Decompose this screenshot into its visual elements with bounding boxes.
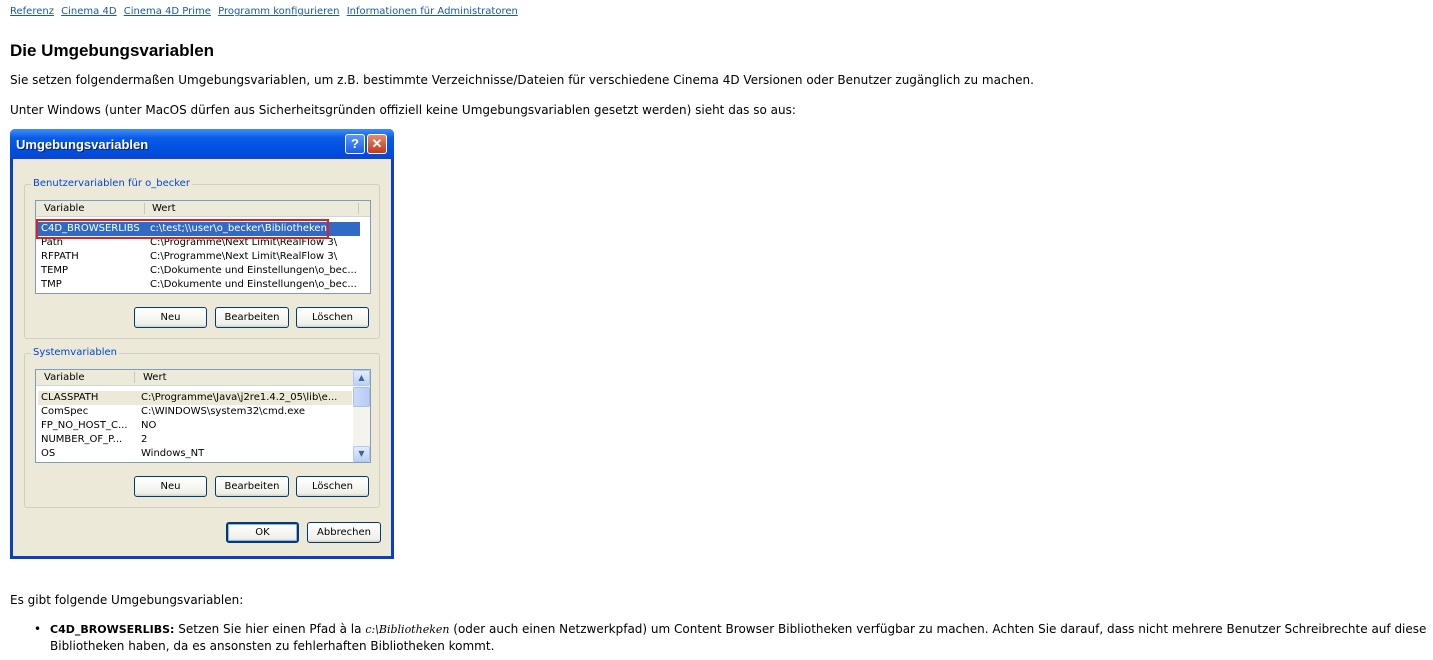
list-item[interactable] <box>38 419 352 433</box>
system-var-value: C:\Programme\Java\j2re1.4.2_05\lib\e... <box>141 392 338 403</box>
list-intro-paragraph: Es gibt folgende Umgebungsvariablen: <box>10 593 244 607</box>
scrollbar-thumb[interactable] <box>353 387 370 407</box>
breadcrumb-link-referenz[interactable]: Referenz <box>10 6 54 17</box>
column-header-variable[interactable]: Variable <box>44 203 85 214</box>
user-var-name: Path <box>41 237 63 248</box>
user-var-name: TMP <box>41 279 62 290</box>
variables-list <box>32 621 1427 655</box>
red-highlight-box <box>36 219 329 239</box>
close-icon[interactable]: ✕ <box>367 134 387 154</box>
user-var-value: C:\Programme\Next Limit\RealFlow 3\ <box>150 237 338 248</box>
list-item <box>32 621 1427 655</box>
system-var-value: 2 <box>141 434 148 445</box>
list-item[interactable] <box>38 433 352 447</box>
scroll-up-icon[interactable]: ▲ <box>353 370 370 386</box>
user-var-name: RFPATH <box>41 251 79 262</box>
list-item[interactable] <box>38 391 352 405</box>
scroll-down-icon[interactable]: ▼ <box>353 446 370 462</box>
variable-name: C4D_BROWSERLIBS: <box>50 623 175 636</box>
system-var-name: NUMBER_OF_P... <box>41 434 123 445</box>
system-edit-button[interactable]: Bearbeiten <box>215 476 289 497</box>
column-header-value[interactable]: Wert <box>152 203 176 214</box>
item-text-after: (oder auch einen Netzwerkpfad) um Content Browser Bibliotheken verfügbar zu machen. Achten Sie darauf, dass nicht mehrere Benutzer Schreibrechte auf diese Bibliotheken haben, da es ansonsten zu fehlerhaften Bibliotheken kommt. <box>50 622 1427 653</box>
user-variables-group <box>24 178 380 339</box>
system-var-value: Windows_NT <box>141 448 205 459</box>
system-var-name: OS <box>41 448 56 459</box>
user-variables-list[interactable] <box>35 200 371 294</box>
user-var-name: C4D_BROWSERLIBS <box>41 223 140 234</box>
column-header-value[interactable]: Wert <box>143 372 167 383</box>
user-var-value: C:\Dokumente und Einstellungen\o_bec... <box>150 265 357 276</box>
system-variables-list[interactable] <box>35 369 371 463</box>
dialog-client-area <box>13 159 391 556</box>
list-item[interactable] <box>38 447 352 461</box>
user-var-value: C:\Programme\Next Limit\RealFlow 3\ <box>150 251 338 262</box>
breadcrumb-link-cinema4d[interactable]: Cinema 4D <box>61 6 117 17</box>
list-item[interactable] <box>38 264 360 278</box>
user-var-value: C:\Dokumente und Einstellungen\o_bec... <box>150 279 357 290</box>
system-variables-group-label: Systemvariablen <box>33 347 117 358</box>
breadcrumb-link-cinema4d-prime[interactable]: Cinema 4D Prime <box>123 6 211 17</box>
user-variables-group-label: Benutzervariablen für o_becker <box>33 178 190 189</box>
help-icon[interactable]: ? <box>345 134 365 154</box>
item-path: c:\Bibliotheken <box>365 623 450 636</box>
dialog-titlebar <box>10 129 394 159</box>
breadcrumb <box>10 6 522 17</box>
system-new-button[interactable]: Neu <box>134 476 207 497</box>
user-delete-button[interactable]: Löschen <box>296 307 369 328</box>
item-text-before: Setzen Sie hier einen Pfad à la <box>174 622 366 636</box>
user-edit-button[interactable]: Bearbeiten <box>215 307 289 328</box>
breadcrumb-link-programm-konfigurieren[interactable]: Programm konfigurieren <box>218 6 340 17</box>
page-title: Die Umgebungsvariablen <box>10 41 215 60</box>
system-var-name: ComSpec <box>41 406 89 417</box>
cancel-button[interactable]: Abbrechen <box>307 522 381 543</box>
user-new-button[interactable]: Neu <box>134 307 207 328</box>
intro-paragraph: Sie setzen folgendermaßen Umgebungsvariablen, um z.B. bestimmte Verzeichnisse/Dateien für verschiedene Cinema 4D Versionen oder Benutzer zugänglich zu machen. <box>10 73 1034 87</box>
system-var-value: C:\WINDOWS\system32\cmd.exe <box>141 406 305 417</box>
breadcrumb-link-admin-info[interactable]: Informationen für Administratoren <box>346 6 518 17</box>
vertical-scrollbar[interactable] <box>353 370 370 462</box>
user-var-name: TEMP <box>41 265 69 276</box>
column-header-variable[interactable]: Variable <box>44 372 85 383</box>
system-variables-group <box>24 347 380 508</box>
environment-variables-dialog <box>10 129 394 559</box>
list-item[interactable] <box>38 278 360 292</box>
list-header <box>36 370 354 386</box>
user-var-value: c:\test;\\user\o_becker\Bibliotheken <box>150 223 327 234</box>
system-delete-button[interactable]: Löschen <box>296 476 369 497</box>
list-header <box>36 201 370 217</box>
system-var-name: CLASSPATH <box>41 392 99 403</box>
ok-button[interactable]: OK <box>226 522 299 543</box>
system-var-name: FP_NO_HOST_C... <box>41 420 128 431</box>
system-var-value: NO <box>141 420 157 431</box>
dialog-title: Umgebungsvariablen <box>16 137 149 152</box>
list-item[interactable] <box>38 250 360 264</box>
windows-note-paragraph: Unter Windows (unter MacOS dürfen aus Sicherheitsgründen offiziell keine Umgebungsvariablen gesetzt werden) sieht das so aus: <box>10 103 796 117</box>
list-item[interactable] <box>38 405 352 419</box>
